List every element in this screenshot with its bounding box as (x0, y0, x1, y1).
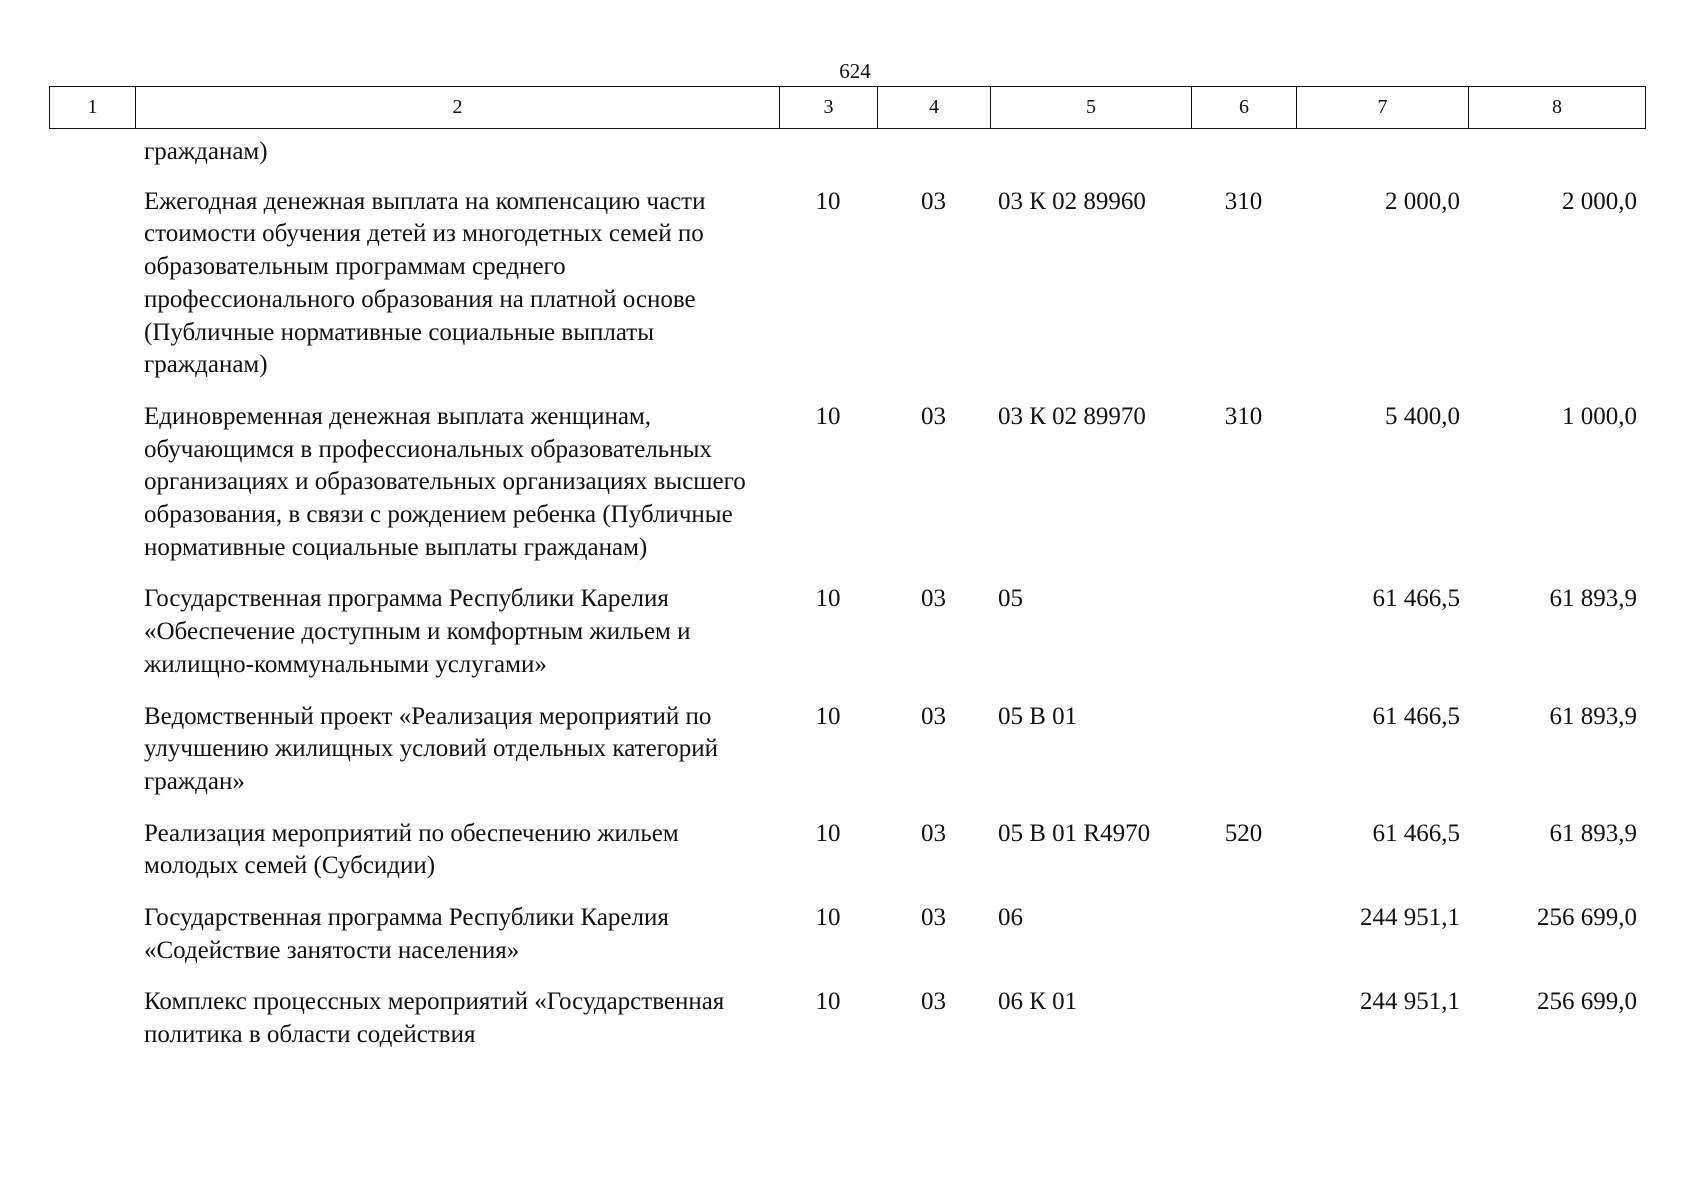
row-amount-year-1: 61 466,5 (1372, 819, 1460, 847)
row-name: Государственная программа Республики Карелия «Обеспечение доступным и комфортным жильем и жилищно-коммунальными услугами» (144, 585, 691, 678)
row-subsection-code: 03 (921, 904, 946, 932)
row-section-code: 10 (815, 585, 841, 613)
row-section-code: 10 (815, 402, 841, 430)
row-section-code: 10 (815, 187, 841, 215)
row-amount-year-1: 244 951,1 (1360, 904, 1460, 932)
row-name: Ведомственный проект «Реализация мероприятий по улучшению жилищных условий отдельных категорий граждан» (144, 702, 719, 795)
header-col-1: 1 (50, 87, 136, 129)
row-amount-year-2: 256 699,0 (1537, 988, 1637, 1016)
budget-table-body (49, 133, 1645, 1063)
row-target-article-code: 03 К 02 89960 (998, 187, 1146, 215)
row-amount-year-1: 5 400,0 (1385, 402, 1460, 430)
table-row (49, 133, 1645, 178)
row-target-article-code: 06 К 01 (998, 988, 1078, 1016)
header-col-2: 2 (136, 87, 780, 129)
row-target-article-code: 05 (998, 585, 1023, 613)
row-subsection-code: 03 (921, 819, 946, 847)
row-amount-year-1: 2 000,0 (1385, 187, 1460, 215)
column-number-header (49, 86, 1646, 129)
row-section-code: 10 (815, 988, 841, 1016)
row-expense-type-code (1191, 978, 1296, 1062)
row-subsection-code: 03 (921, 585, 946, 613)
header-col-4: 4 (878, 87, 991, 129)
row-target-article-code: 05 В 01 (998, 702, 1078, 730)
row-expense-type-code (1191, 693, 1296, 810)
row-name: гражданам) (144, 138, 268, 165)
table-row (49, 810, 1645, 894)
row-amount-year-2: 61 893,9 (1549, 702, 1637, 730)
row-amount-year-2: 61 893,9 (1549, 819, 1637, 847)
row-name: Ежегодная денежная выплата на компенсацию части стоимости обучения детей из многодетных семей по образовательным программам среднего профессионального образования на платной основе (Публичные нормативные социальные выплаты гражданам) (144, 187, 706, 379)
row-section-code: 10 (815, 819, 841, 847)
row-subsection-code: 03 (921, 402, 946, 430)
row-expense-type-code (1191, 894, 1296, 978)
header-col-6: 6 (1192, 87, 1297, 129)
header-col-3: 3 (780, 87, 878, 129)
row-expense-type-code: 310 (1224, 402, 1263, 430)
table-row (49, 978, 1645, 1062)
table-row (49, 575, 1645, 692)
row-section-code (779, 133, 877, 178)
row-name: Единовременная денежная выплата женщинам, обучающимся в профессиональных образовательных организациях и образовательных организациях высшего образования, в связи с рождением ребенка (Публичные нормативные социальные выплаты гражданам) (144, 402, 746, 561)
table-row (49, 178, 1645, 393)
header-col-7: 7 (1297, 87, 1469, 129)
table-row (49, 693, 1645, 810)
header-row (50, 87, 1646, 129)
row-amount-year-2: 256 699,0 (1537, 904, 1637, 932)
row-subsection-code (877, 133, 990, 178)
table-row (49, 894, 1645, 978)
row-target-article-code (990, 133, 1191, 178)
row-subsection-code: 03 (921, 702, 946, 730)
row-amount-year-1: 61 466,5 (1372, 702, 1460, 730)
row-expense-type-code: 310 (1224, 187, 1263, 215)
row-expense-type-code (1191, 575, 1296, 692)
row-target-article-code: 06 (998, 904, 1023, 932)
row-amount-year-2: 61 893,9 (1549, 585, 1637, 613)
row-section-code: 10 (815, 702, 841, 730)
table-row (49, 393, 1645, 576)
row-amount-year-2: 2 000,0 (1562, 187, 1637, 215)
row-subsection-code: 03 (921, 187, 946, 215)
header-col-5: 5 (991, 87, 1192, 129)
page-number: 624 (839, 59, 871, 83)
row-expense-type-code: 520 (1224, 819, 1263, 847)
row-expense-type-code (1191, 133, 1296, 178)
row-section-code: 10 (815, 904, 841, 932)
row-subsection-code: 03 (921, 988, 946, 1016)
header-col-8: 8 (1469, 87, 1646, 129)
row-amount-year-1: 61 466,5 (1372, 585, 1460, 613)
row-amount-year-2: 1 000,0 (1562, 402, 1637, 430)
row-target-article-code: 05 В 01 R4970 (998, 819, 1151, 847)
row-name: Реализация мероприятий по обеспечению жильем молодых семей (Субсидии) (144, 819, 679, 880)
row-amount-year-1: 244 951,1 (1360, 988, 1460, 1016)
row-name: Государственная программа Республики Карелия «Содействие занятости населения» (144, 904, 669, 964)
row-amount-year-1 (1296, 133, 1468, 178)
row-amount-year-2 (1468, 133, 1645, 178)
row-target-article-code: 03 К 02 89970 (998, 402, 1146, 430)
row-name: Комплекс процессных мероприятий «Государственная политика в области содействия (144, 988, 725, 1049)
